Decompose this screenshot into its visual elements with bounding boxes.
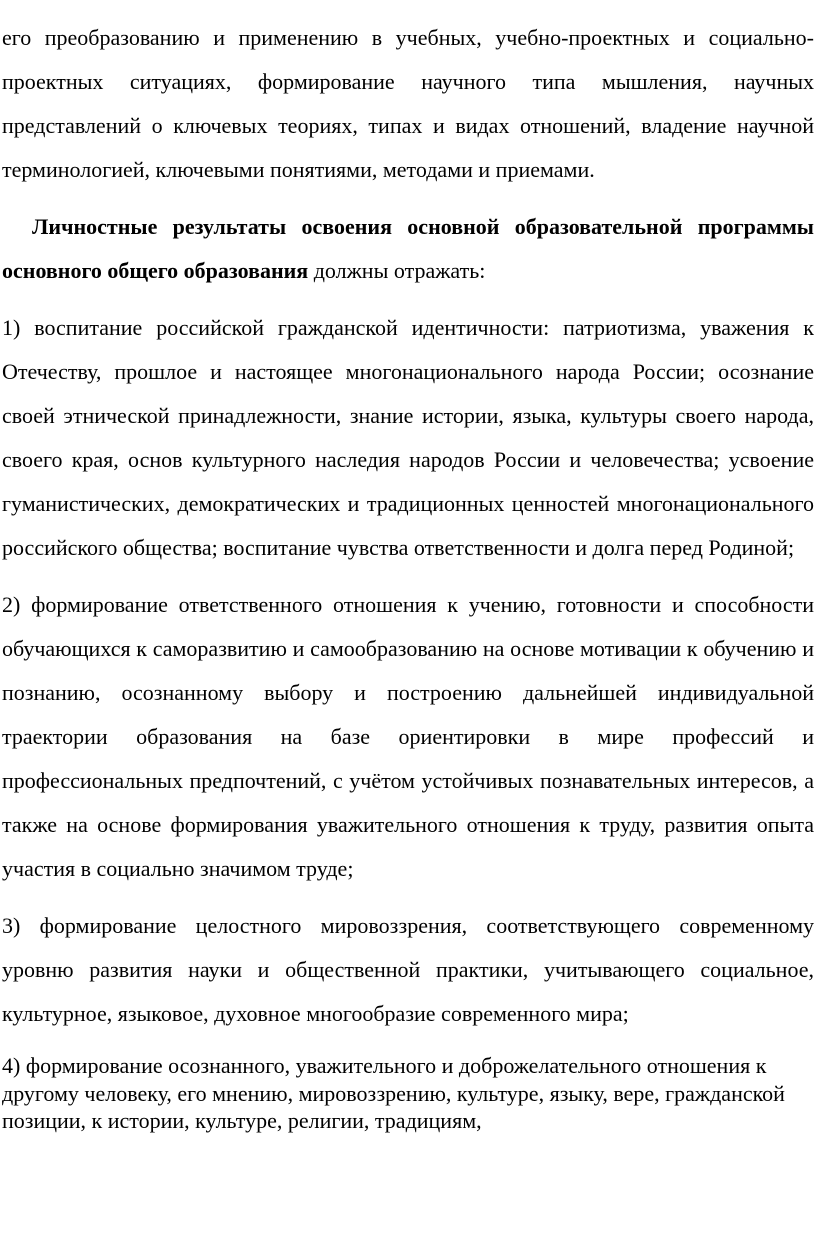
intro-paragraph: его преобразованию и применению в учебных, учебно-проектных и социально-проектных ситуациях, формирование научного типа мышления, научных представлений о ключевых теориях, типах и видах отношений, владение научной терминологией, ключевыми понятиями, методами и приемами.: [2, 25, 814, 182]
section-heading-paragraph: [2, 205, 814, 293]
list-item-3: 3) формирование целостного мировоззрения, соответствующего современному уровню развития науки и общественной практики, учитывающего социальное, культурное, языковое, духовное многообразие современного мира;: [2, 913, 814, 1026]
section-heading-continuation: должны отражать:: [308, 258, 486, 283]
section-heading-bold: Личностные результаты освоения основной образовательной программы основного общего образования: [2, 214, 814, 283]
list-item-2: 2) формирование ответственного отношения к учению, готовности и способности обучающихся к саморазвитию и самообразованию на основе мотивации к обучению и познанию, осознанному выбору и построению дальнейшей индивидуальной траектории образования на базе ориентировки в мире профессий и профессиональных предпочтений, с учётом устойчивых познавательных интересов, а также на основе формирования уважительного отношения к труду, развития опыта участия в социально значимом труде;: [2, 592, 814, 881]
list-item-1: 1) воспитание российской гражданской идентичности: патриотизма, уважения к Отечеству, прошлое и настоящее многонационального народа России; осознание своей этнической принадлежности, знание истории, языка, культуры своего народа, своего края, основ культурного наследия народов России и человечества; усвоение гуманистических, демократических и традиционных ценностей многонационального российского общества; воспитание чувства ответственности и долга перед Родиной;: [2, 315, 814, 560]
list-item-4: 4) формирование осознанного, уважительного и доброжелательного отношения к другому человеку, его мнению, мировоззрению, культуре, языку, вере, гражданской позиции, к истории, культуре, религии, традициям,: [2, 1053, 785, 1133]
